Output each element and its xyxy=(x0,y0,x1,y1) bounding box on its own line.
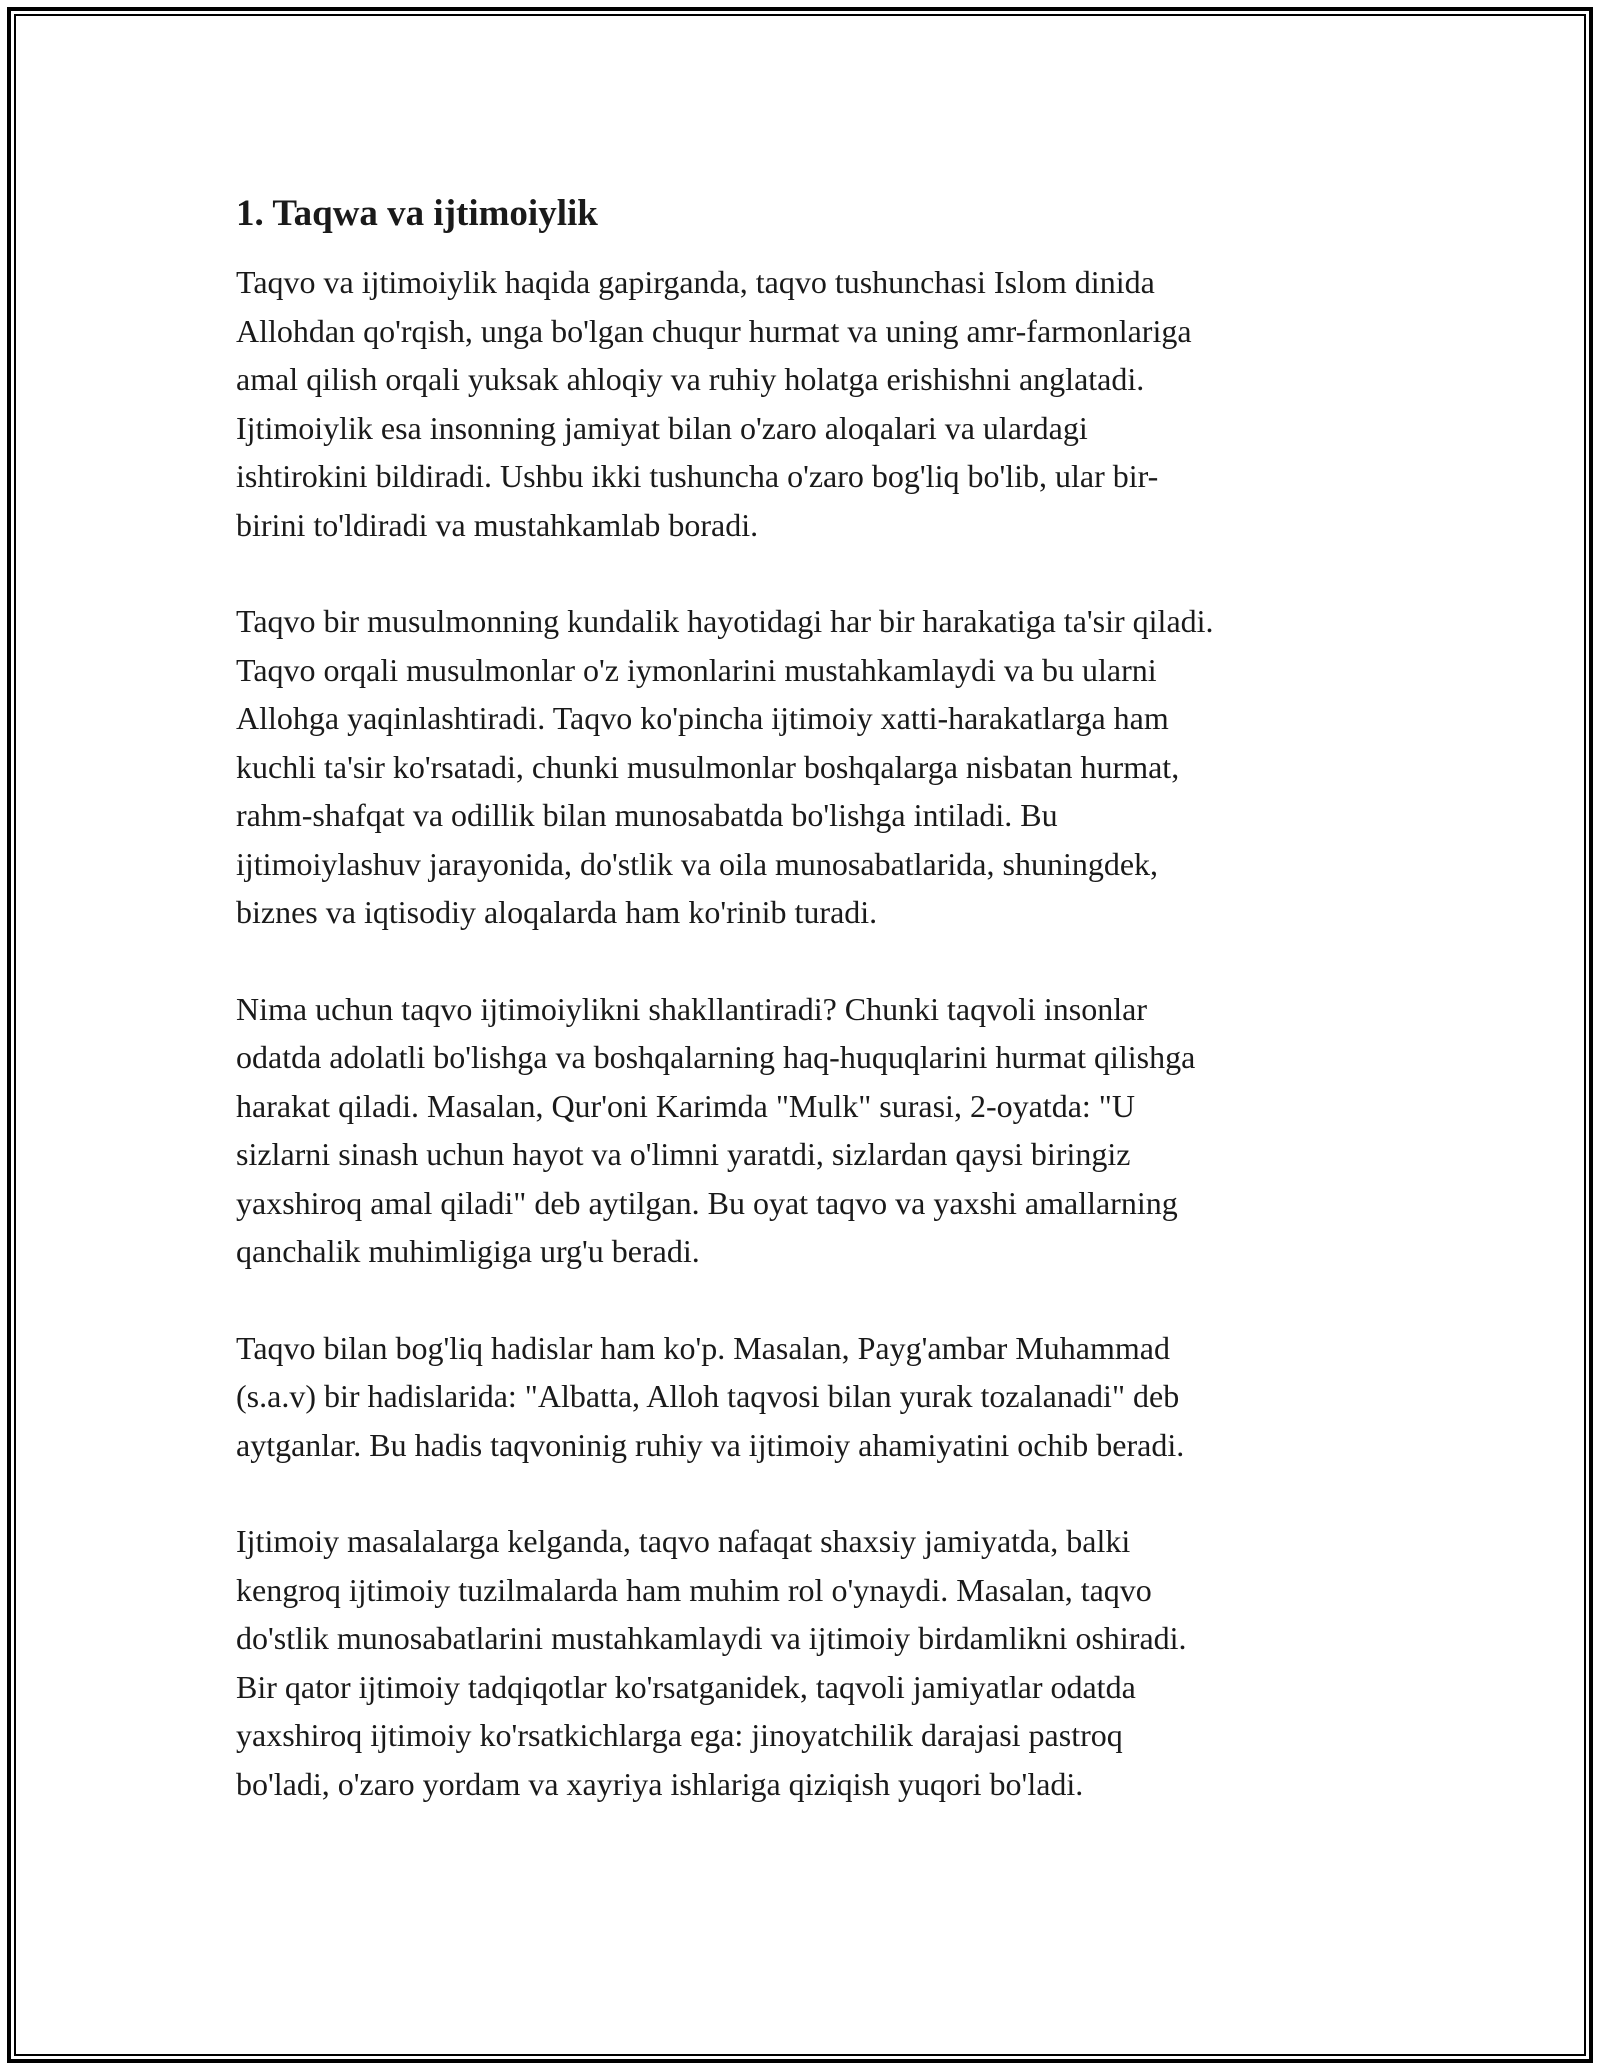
paragraph-5 xyxy=(236,1517,1366,1808)
text-line: amal qilish orqali yuksak ahloqiy va ruhiy holatga erishishni anglatadi. xyxy=(236,361,1145,397)
text-line: Taqvo va ijtimoiylik haqida gapirganda, taqvo tushunchasi Islom dinida xyxy=(236,264,1155,300)
text-line: Taqvo bir musulmonning kundalik hayotidagi har bir harakatiga ta'sir qiladi. xyxy=(236,603,1214,639)
text-line: Allohga yaqinlashtiradi. Taqvo ko'pincha ijtimoiy xatti-harakatlarga ham xyxy=(236,700,1169,736)
text-line: birini to'ldiradi va mustahkamlab boradi. xyxy=(236,506,759,543)
text-line: yaxshiroq ijtimoiy ko'rsatkichlarga ega: jinoyatchilik darajasi pastroq xyxy=(236,1717,1123,1753)
text-line: Ijtimoiy masalalarga kelganda, taqvo nafaqat shaxsiy jamiyatda, balki xyxy=(236,1523,1131,1559)
paragraph-1 xyxy=(236,258,1366,549)
text-line: rahm-shafqat va odillik bilan munosabatda bo'lishga intiladi. Bu xyxy=(236,797,1058,833)
text-line: (s.a.v) bir hadislarida: "Albatta, Alloh taqvosi bilan yurak tozalanadi" deb xyxy=(236,1378,1180,1414)
paragraph-2 xyxy=(236,597,1366,937)
paragraph-3 xyxy=(236,985,1366,1276)
text-line: bo'ladi, o'zaro yordam va xayriya ishlariga qiziqish yuqori bo'ladi. xyxy=(236,1765,1084,1802)
text-line: yaxshiroq amal qiladi" deb aytilgan. Bu oyat taqvo va yaxshi amallarning xyxy=(236,1184,1178,1221)
document-body xyxy=(236,188,1366,1856)
text-line: aytganlar. Bu hadis taqvoninig ruhiy va ijtimoiy ahamiyatini ochib beradi. xyxy=(236,1426,1185,1463)
text-line: Nima uchun taqvo ijtimoiylikni shakllantiradi? Chunki taqvoli insonlar xyxy=(236,990,1147,1027)
text-line: Allohdan qo'rqish, unga bo'lgan chuqur hurmat va uning amr-farmonlariga xyxy=(236,312,1192,349)
text-line: Bir qator ijtimoiy tadqiqotlar ko'rsatganidek, taqvoli jamiyatlar odatda xyxy=(236,1668,1136,1705)
text-line: ishtirokini bildiradi. Ushbu ikki tushuncha o'zaro bog'liq bo'lib, ular bir- xyxy=(236,458,1159,494)
section-heading: 1. Taqwa va ijtimoiylik xyxy=(236,193,598,234)
text-line: kengroq ijtimoiy tuzilmalarda ham muhim rol o'ynaydi. Masalan, taqvo xyxy=(236,1571,1152,1608)
text-line: odatda adolatli bo'lishga va boshqalarning haq-huquqlarini hurmat qilishga xyxy=(236,1039,1196,1075)
text-line: do'stlik munosabatlarini mustahkamlaydi va ijtimoiy birdamlikni oshiradi. xyxy=(236,1620,1187,1656)
text-line: harakat qiladi. Masalan, Qur'oni Karimda "Mulk" surasi, 2-oyatda: "U xyxy=(236,1087,1135,1124)
text-line: sizlarni sinash uchun hayot va o'limni yaratdi, sizlardan qaysi biringiz xyxy=(236,1136,1131,1172)
text-line: qanchalik muhimligiga urg'u beradi. xyxy=(236,1233,700,1269)
text-line: Ijtimoiylik esa insonning jamiyat bilan o'zaro aloqalari va ulardagi xyxy=(236,409,1088,446)
text-line: Taqvo bilan bog'liq hadislar ham ko'p. Masalan, Payg'ambar Muhammad xyxy=(236,1329,1170,1366)
text-line: kuchli ta'sir ko'rsatadi, chunki musulmonlar boshqalarga nisbatan hurmat, xyxy=(236,748,1180,785)
text-line: biznes va iqtisodiy aloqalarda ham ko'rinib turadi. xyxy=(236,894,878,930)
paragraph-4 xyxy=(236,1324,1366,1470)
text-line: Taqvo orqali musulmonlar o'z iymonlarini mustahkamlaydi va bu ularni xyxy=(236,651,1157,688)
text-line: ijtimoiylashuv jarayonida, do'stlik va oila munosabatlarida, shuningdek, xyxy=(236,845,1159,882)
